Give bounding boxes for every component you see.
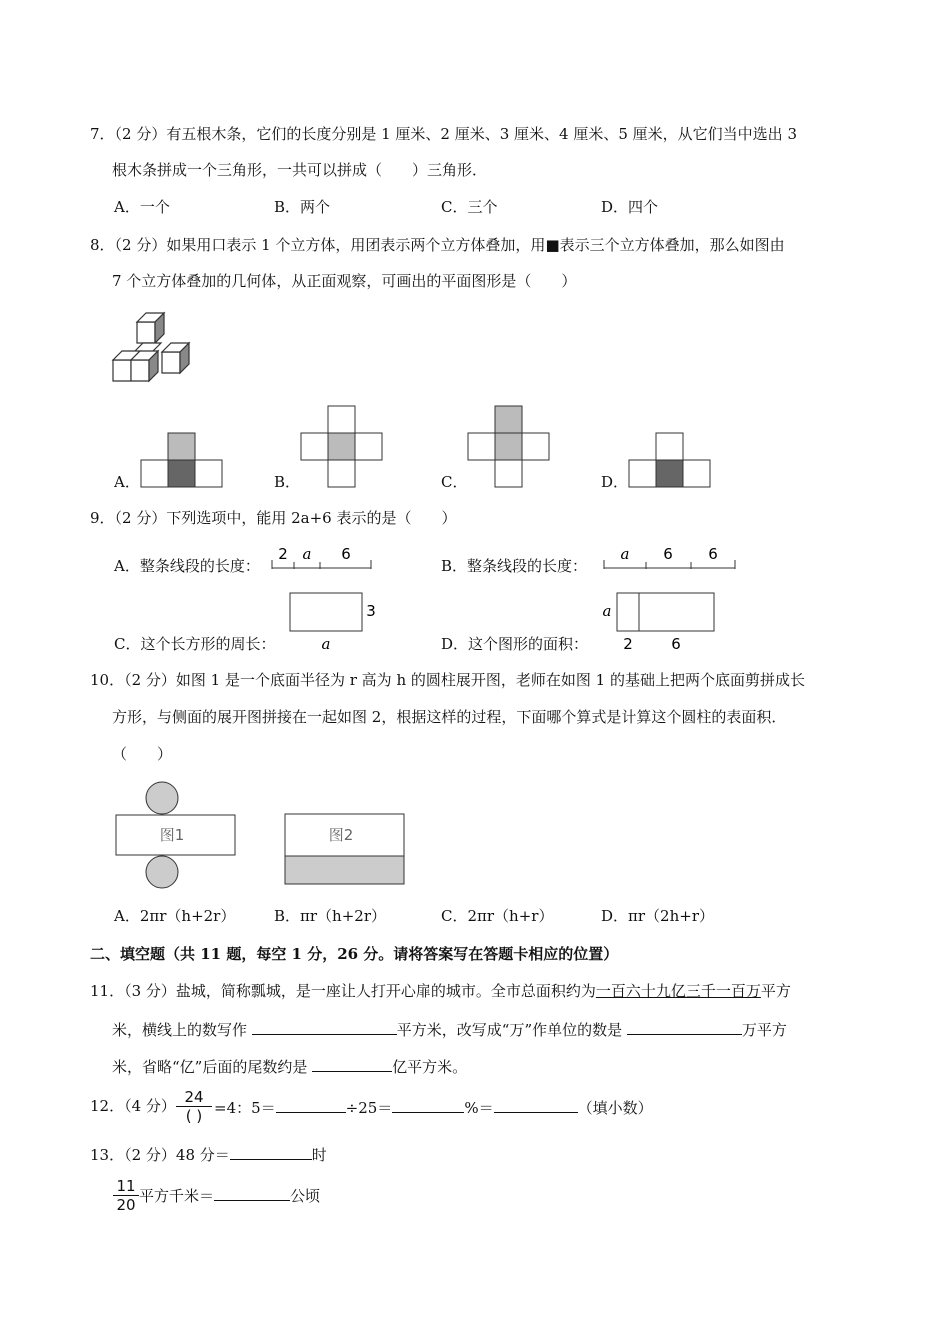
rect-d-left-label: a xyxy=(602,602,612,620)
q13-line2-end: 公顷 xyxy=(290,1187,321,1205)
q10-line3: （ ） xyxy=(112,745,173,763)
fig1-label: 图1 xyxy=(159,826,185,844)
q11-blank-3[interactable] xyxy=(312,1055,392,1072)
seg-a-label-1: 2 xyxy=(278,545,288,563)
q12-denominator[interactable]: ( ) xyxy=(176,1106,212,1125)
seg-b-label-1: a xyxy=(620,545,630,563)
figure-1-cylinder-net xyxy=(115,780,237,890)
q10-line1: 10．（2 分）如图 1 是一个底面半径为 r 高为 h 的圆柱展开图，老师在如图 1 的基础上把两个底面剪拼成长 xyxy=(90,671,805,689)
figure-2-rearranged-net xyxy=(284,813,406,886)
q13-line1-text: 13．（2 分）48 分＝ xyxy=(90,1146,230,1164)
q12-div-text: ÷25＝ xyxy=(345,1099,393,1117)
q9-option-b-segment xyxy=(601,544,737,574)
q8-option-d[interactable]: D． xyxy=(601,473,629,491)
q10-option-a[interactable]: A．2πr（h+2r） xyxy=(114,907,236,925)
q11-line1-end: 平方 xyxy=(760,982,791,1000)
q12-blank-1[interactable] xyxy=(276,1096,346,1113)
q11-line1 xyxy=(90,981,791,1001)
q7-option-d[interactable]: D．四个 xyxy=(601,198,659,216)
seg-b-label-3: 6 xyxy=(708,545,718,563)
seg-a-label-3: 6 xyxy=(341,545,351,563)
q13-denominator: 20 xyxy=(113,1195,139,1214)
q9-option-c[interactable]: C．这个长方形的周长： xyxy=(114,635,276,653)
q7-option-b[interactable]: B．两个 xyxy=(274,198,331,216)
q11-line3-text: 米，省略“亿”后面的尾数约是 xyxy=(112,1058,308,1076)
q13-line2-text: 平方千米＝ xyxy=(139,1187,215,1205)
q13-fraction xyxy=(113,1177,139,1214)
rect-d-bottom-label-1: 2 xyxy=(623,635,633,653)
rect-c-bottom-label: a xyxy=(321,635,331,653)
seg-b-label-2: 6 xyxy=(663,545,673,563)
q11-line1-text: 11．（3 分）盐城，简称瓢城，是一座让人打开心扉的城市。全市总面积约为 xyxy=(90,982,596,1000)
q9-option-a-segment xyxy=(270,544,374,574)
q13-line2 xyxy=(139,1184,320,1206)
section-2-heading: 二、填空题（共 11 题，每空 1 分，26 分。请将答案写在答题卡相应的位置） xyxy=(90,945,619,963)
q9-option-d[interactable]: D．这个图形的面积： xyxy=(441,635,589,653)
q13-blank-1[interactable] xyxy=(230,1143,312,1160)
q8-line2: 7 个立方体叠加的几何体，从正面观察，可画出的平面图形是（ ） xyxy=(112,272,577,290)
q7-option-c[interactable]: C．三个 xyxy=(441,198,498,216)
q8-option-a[interactable]: A． xyxy=(114,473,140,491)
q11-line2-mid: 平方米，改写成“万”作单位的数是 xyxy=(396,1021,623,1039)
q8-option-c[interactable]: C． xyxy=(441,473,468,491)
q8-option-d-figure xyxy=(629,433,710,487)
rect-d-bottom-label-2: 6 xyxy=(671,635,681,653)
q11-line2-text: 米，横线上的数写作 xyxy=(112,1021,248,1039)
q11-blank-2[interactable] xyxy=(627,1018,742,1035)
cube-stack-figure xyxy=(110,310,202,390)
q12-ratio-text: =4：5＝ xyxy=(214,1099,276,1117)
q13-line1 xyxy=(90,1143,327,1165)
q8-option-c-figure xyxy=(468,406,549,487)
q11-line3 xyxy=(112,1055,467,1077)
q12-prefix: 12．（4 分） xyxy=(90,1097,176,1115)
q12-percent-text: %＝ xyxy=(464,1099,494,1117)
q7-line2: 根木条拼成一个三角形，一共可以拼成（ ）三角形． xyxy=(112,161,488,179)
fig2-label: 图2 xyxy=(328,826,354,844)
q9-option-d-figure xyxy=(598,592,718,654)
rect-c-side-label: 3 xyxy=(366,602,376,620)
q9-option-a[interactable]: A．整条线段的长度： xyxy=(114,557,260,575)
q11-blank-1[interactable] xyxy=(252,1018,397,1035)
q11-line2-end: 万平方 xyxy=(741,1021,787,1039)
q11-underlined-number: 一百六十九亿三千一百万 xyxy=(595,982,761,1000)
q9-option-b[interactable]: B．整条线段的长度： xyxy=(441,557,588,575)
q10-option-b[interactable]: B．πr（h+2r） xyxy=(274,907,386,925)
q12-rest xyxy=(214,1096,653,1118)
q8-option-b[interactable]: B． xyxy=(274,473,301,491)
seg-a-label-2: a xyxy=(302,545,312,563)
q10-line2: 方形，与侧面的展开图拼接在一起如图 2，根据这样的过程，下面哪个算式是计算这个圆柱的表面积． xyxy=(112,708,787,726)
q12-fraction xyxy=(176,1088,212,1125)
q9-option-c-rectangle xyxy=(289,592,384,654)
q8-option-a-figure xyxy=(141,433,222,487)
q12-blank-2[interactable] xyxy=(392,1096,464,1113)
q12-numerator: 24 xyxy=(184,1088,204,1106)
q10-option-d[interactable]: D．πr（2h+r） xyxy=(601,907,714,925)
q11-line3-end: 亿平方米。 xyxy=(392,1058,468,1076)
q8-option-b-figure xyxy=(301,406,382,487)
q13-numerator: 11 xyxy=(116,1177,136,1195)
q7-option-a[interactable]: A．一个 xyxy=(114,198,170,216)
q13-line1-end: 时 xyxy=(311,1146,327,1164)
q10-option-c[interactable]: C．2πr（h+r） xyxy=(441,907,554,925)
q13-blank-2[interactable] xyxy=(214,1184,290,1201)
q8-line1: 8．（2 分）如果用口表示 1 个立方体，用团表示两个立方体叠加，用■表示三个立方体叠加，那么如图由 xyxy=(90,236,785,254)
q11-line2 xyxy=(112,1018,787,1040)
q12-blank-3[interactable] xyxy=(494,1096,578,1113)
q12-hint: （填小数） xyxy=(577,1099,653,1117)
q7-line1: 7．（2 分）有五根木条，它们的长度分别是 1 厘米、2 厘米、3 厘米、4 厘米、5 厘米，从它们当中选出 3 xyxy=(90,125,797,143)
q9-line1: 9．（2 分）下列选项中，能用 2a+6 表示的是（ ） xyxy=(90,509,457,527)
